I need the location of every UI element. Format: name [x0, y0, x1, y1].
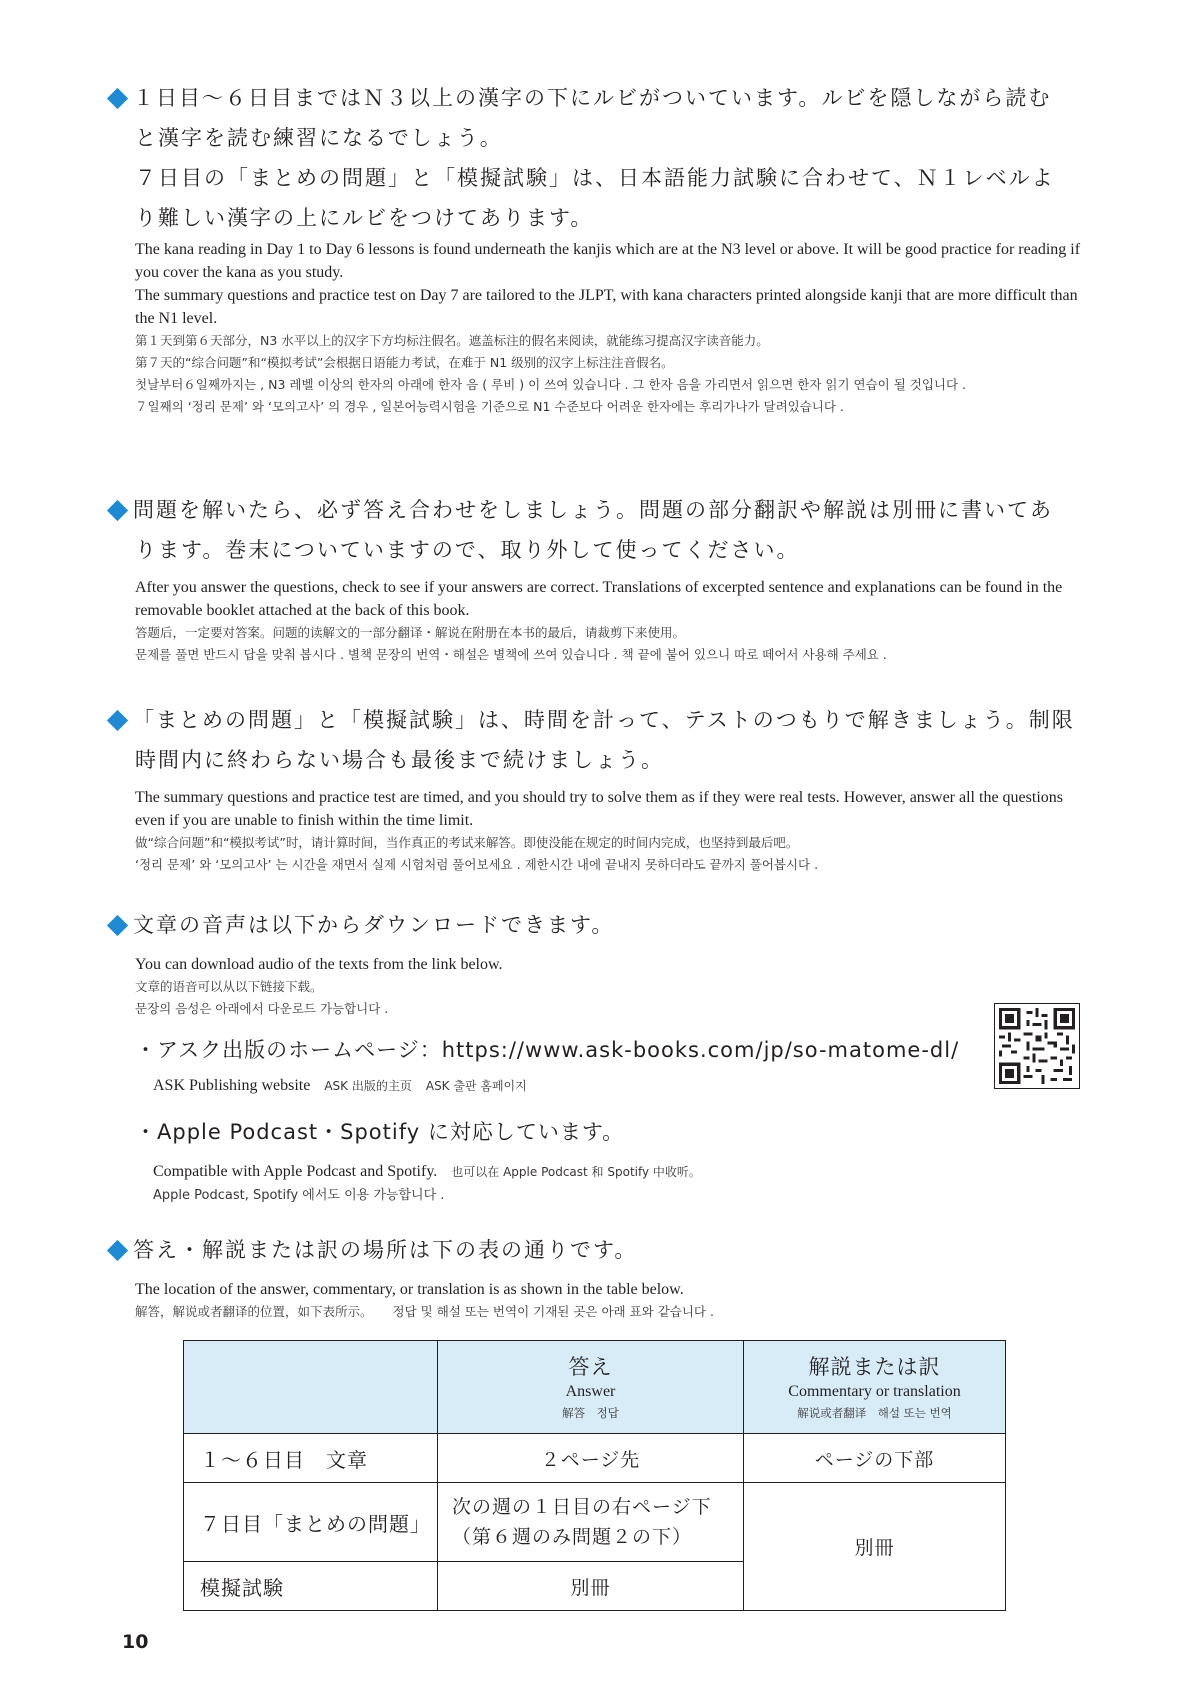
korean-text: 정답 및 해설 또는 번역이 기재된 곳은 아래 표와 같습니다 . [392, 1304, 714, 1319]
section-audio-download [108, 905, 1088, 1208]
chinese-text: 第７天的“综合问题”和“模拟考试”会根据日语能力考试，在难于 N1 级别的汉字上标注注音假名。 [135, 355, 674, 370]
location-table [183, 1340, 1006, 1611]
section-text: 時間内に終わらない場合も最後まで続けましょう。 [135, 748, 664, 772]
english-text: The kana reading in Day 1 to Day 6 lessons is found underneath the kanjis which are at the N3 level or above. It will be good practice for reading if you cover the kana as you study. [135, 241, 1081, 281]
table-header-empty [184, 1341, 438, 1434]
section-text: と漢字を読む練習になるでしょう。 [135, 126, 503, 150]
section-heading: １日目～６日目まではＮ３以上の漢字の下にルビがついています。ルビを隠しながら読む [133, 86, 1052, 110]
link-korean: ASK 출판 홈페이지 [425, 1079, 527, 1093]
table-cell-answer: 別冊 [438, 1562, 744, 1611]
table-cell-label: １～６日目 文章 [184, 1434, 438, 1483]
english-text: After you answer the questions, check to see if your answers are correct. Translations of excerpted sentence and explanations can be found in the removable booklet attached at the back of this book. [135, 579, 1063, 619]
english-text: You can download audio of the texts from the link below. [135, 956, 503, 973]
chinese-text: 第１天到第６天部分，N3 水平以上的汉字下方均标注假名。遮盖标注的假名来阅读，就能练习提高汉字读音能力。 [135, 333, 769, 348]
table-cell-commentary-merged: 別冊 [744, 1483, 1006, 1611]
chinese-text: 做“综合问题”和“模拟考试”时，请计算时间，当作真正的考试来解答。即使没能在规定的时间内完成，也坚持到最后吧。 [135, 835, 799, 850]
section-answer-check [108, 490, 1088, 666]
section-ruby-note [108, 78, 1088, 418]
korean-text: ７일째의 ‘정리 문제’ 와 ‘모의고사’ 의 경우 , 일본어능력시험을 기준으로 N1 수준보다 어려운 한자에는 후리가나가 달려있습니다 . [135, 399, 844, 414]
korean-text: 문장의 음성은 아래에서 다운로드 가능합니다 . [135, 1001, 389, 1016]
table-header-commentary: 解説または訳 Commentary or translation 解说或者翻译 해설 또는 번역 [744, 1341, 1006, 1434]
qr-code-icon[interactable] [994, 1003, 1080, 1089]
podcast-korean: Apple Podcast, Spotify 에서도 이용 가능합니다 . [153, 1188, 445, 1203]
section-text: ります。巻末についていますので、取り外して使ってください。 [135, 538, 800, 562]
korean-text: 문제를 풀면 반드시 답을 맞춰 봅시다 . 별책 문장의 번역・해설은 별책에 쓰여 있습니다 . 책 끝에 붙어 있으니 따로 떼어서 사용해 주세요 . [135, 647, 887, 662]
english-text: The summary questions and practice test on Day 7 are tailored to the JLPT, with kana characters printed alongside kanji that are more difficult than the N1 level. [135, 287, 1078, 327]
english-text: The summary questions and practice test are timed, and you should try to solve them as if they were real tests. However, answer all the questions even if you are unable to finish within the time limit. [135, 789, 1063, 829]
link-english: ASK Publishing website [153, 1077, 311, 1094]
diamond-icon [107, 1239, 128, 1260]
table-cell-label: ７日目「まとめの問題」 [184, 1483, 438, 1562]
podcast-english: Compatible with Apple Podcast and Spotify. [153, 1163, 438, 1180]
section-heading: 「まとめの問題」と「模擬試験」は、時間を計って、テストのつもりで解きましょう。制限 [133, 708, 1075, 732]
section-heading: 問題を解いたら、必ず答え合わせをしましょう。問題の部分翻訳や解説は別冊に書いてあ [133, 498, 1053, 522]
section-heading: 答え・解説または訳の場所は下の表の通りです。 [133, 1238, 638, 1262]
chinese-text: 答题后，一定要对答案。问题的读解文的一部分翻译・解说在附册在本书的最后，请裁剪下来使用。 [135, 625, 686, 640]
diamond-icon [107, 709, 128, 730]
table-cell-answer: ２ページ先 [438, 1434, 744, 1483]
podcast-chinese: 也可以在 Apple Podcast 和 Spotify 中收听。 [451, 1165, 701, 1179]
korean-text: 첫날부터６일째까지는 , N3 레벨 이상의 한자의 아래에 한자 음 ( 루비 ) 이 쓰여 있습니다 . 그 한자 음을 가리면서 읽으면 한자 읽기 연습이 될 것입니다 . [135, 377, 966, 392]
section-text: り難しい漢字の上にルビをつけてあります。 [135, 206, 594, 230]
link-chinese: ASK 出版的主页 [324, 1079, 412, 1093]
table-header-row [184, 1341, 1006, 1434]
table-row [184, 1483, 1006, 1562]
table-header-answer: 答え Answer 解答 정답 [438, 1341, 744, 1434]
diamond-icon [107, 499, 128, 520]
download-link[interactable]: ・アスク出版のホームページ：https://www.ask-books.com/jp/so-matome-dl/ [135, 1038, 960, 1062]
table-cell-label: 模擬試験 [184, 1562, 438, 1611]
section-timed-tests [108, 700, 1088, 876]
chinese-text: 文章的语音可以从以下链接下载。 [135, 979, 323, 994]
section-location-table [108, 1230, 1088, 1323]
diamond-icon [107, 87, 128, 108]
diamond-icon [107, 914, 128, 935]
chinese-text: 解答，解说或者翻译的位置，如下表所示。 [135, 1304, 373, 1319]
table-row [184, 1434, 1006, 1483]
korean-text: ‘정리 문제’ 와 ‘모의고사’ 는 시간을 재면서 실제 시험처럼 풀어보세요 . 제한시간 내에 끝내지 못하더라도 끝까지 풀어봅시다 . [135, 857, 819, 872]
section-text: ７日目の「まとめの問題」と「模擬試験」は、日本語能力試験に合わせて、Ｎ１レベルよ [135, 166, 1055, 190]
podcast-line: ・Apple Podcast・Spotify に対応しています。 [135, 1120, 625, 1144]
page-number: 10 [122, 1631, 149, 1653]
section-heading: 文章の音声は以下からダウンロードできます。 [133, 913, 615, 937]
english-text: The location of the answer, commentary, or translation is as shown in the table below. [135, 1281, 684, 1298]
table-cell-answer: 次の週の１日目の右ページ下 （第６週のみ問題２の下） [438, 1483, 744, 1562]
table-cell-commentary: ページの下部 [744, 1434, 1006, 1483]
